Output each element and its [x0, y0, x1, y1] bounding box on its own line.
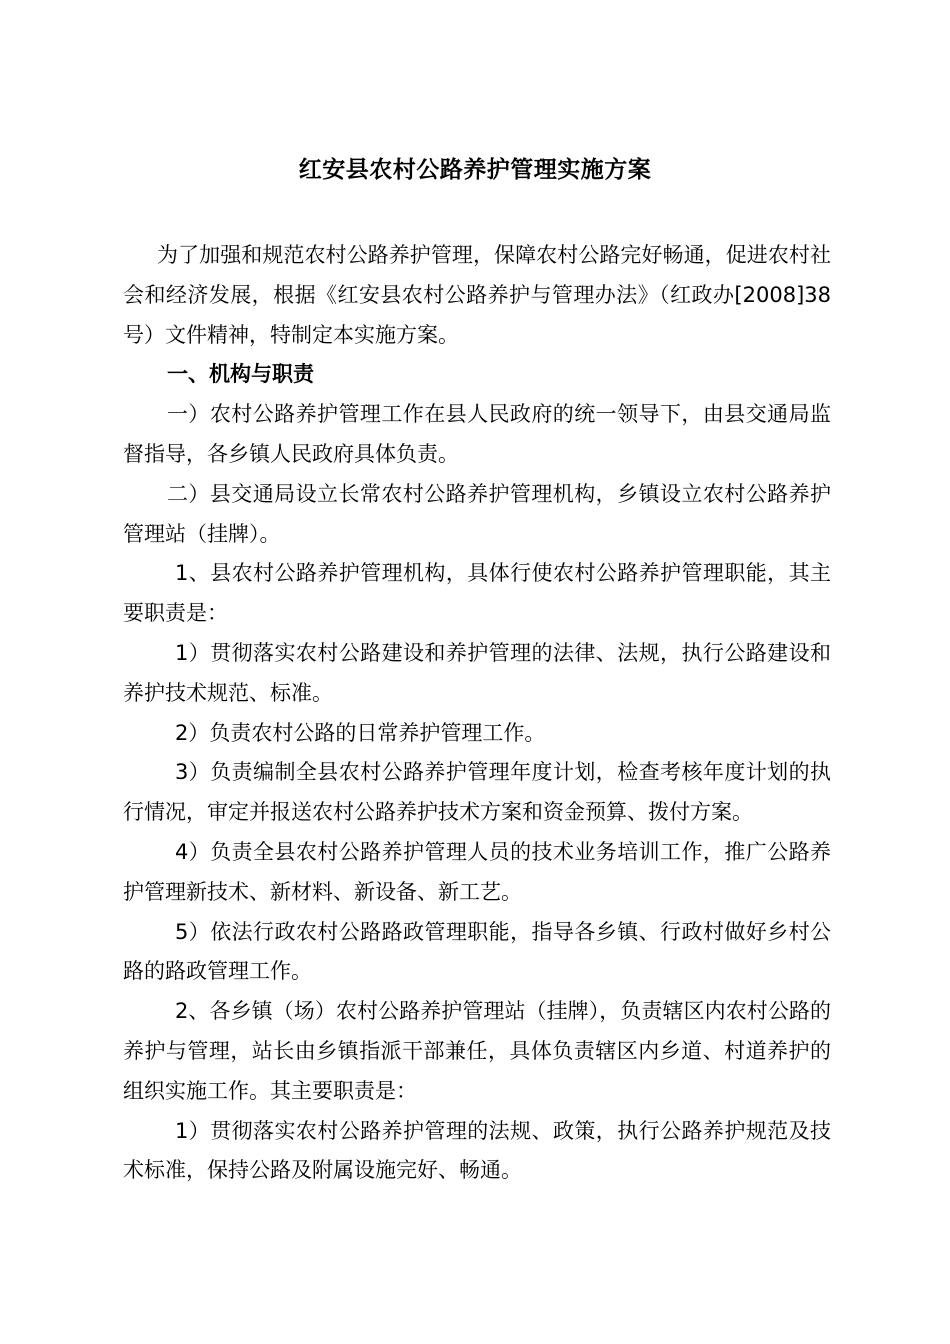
- document-body: [123, 236, 831, 1191]
- intro-paragraph: 为了加强和规范农村公路养护管理，保障农村公路完好畅通，促进农村社会和经济发展，根据《红安县农村公路养护与管理办法》（红政办[2008]38号）文件精神，特制定本实施方案。: [123, 243, 831, 347]
- paragraph-duty-1: 1）贯彻落实农村公路建设和养护管理的法律、法规，执行公路建设和养护技术规范、标准。: [123, 640, 831, 705]
- section-heading-organization: 一、机构与职责: [167, 362, 314, 387]
- paragraph-duty-2: 2）负责农村公路的日常养护管理工作。: [175, 720, 546, 745]
- paragraph-subitem-2: 2、各乡镇（场）农村公路养护管理站（挂牌），负责辖区内农村公路的养护与管理，站长由乡镇指派干部兼任，具体负责辖区内乡道、村道养护的组织实施工作。其主要职责是：: [123, 999, 831, 1103]
- paragraph-duty-3: 3）负责编制全县农村公路养护管理年度计划，检查考核年度计划的执行情况，审定并报送农村公路养护技术方案和资金预算、拨付方案。: [123, 760, 831, 825]
- paragraph-item-1: 一）农村公路养护管理工作在县人民政府的统一领导下，由县交通局监督指导，各乡镇人民政府具体负责。: [123, 402, 831, 466]
- paragraph-duty-5: 5）依法行政农村公路路政管理职能，指导各乡镇、行政村做好乡村公路的路政管理工作。: [123, 919, 831, 984]
- paragraph-duty-4: 4）负责全县农村公路养护管理人员的技术业务培训工作，推广公路养护管理新技术、新材料、新设备、新工艺。: [123, 839, 831, 904]
- paragraph-station-duty-1: 1）贯彻落实农村公路养护管理的法规、政策，执行公路养护规范及技术标准，保持公路及附属设施完好、畅通。: [123, 1118, 831, 1183]
- document-title: 红安县农村公路养护管理实施方案: [298, 157, 652, 183]
- paragraph-item-2: 二）县交通局设立长常农村公路养护管理机构，乡镇设立农村公路养护管理站（挂牌）。: [123, 481, 831, 546]
- paragraph-subitem-1: 1、县农村公路养护管理机构，具体行使农村公路养护管理职能，其主要职责是：: [123, 561, 831, 626]
